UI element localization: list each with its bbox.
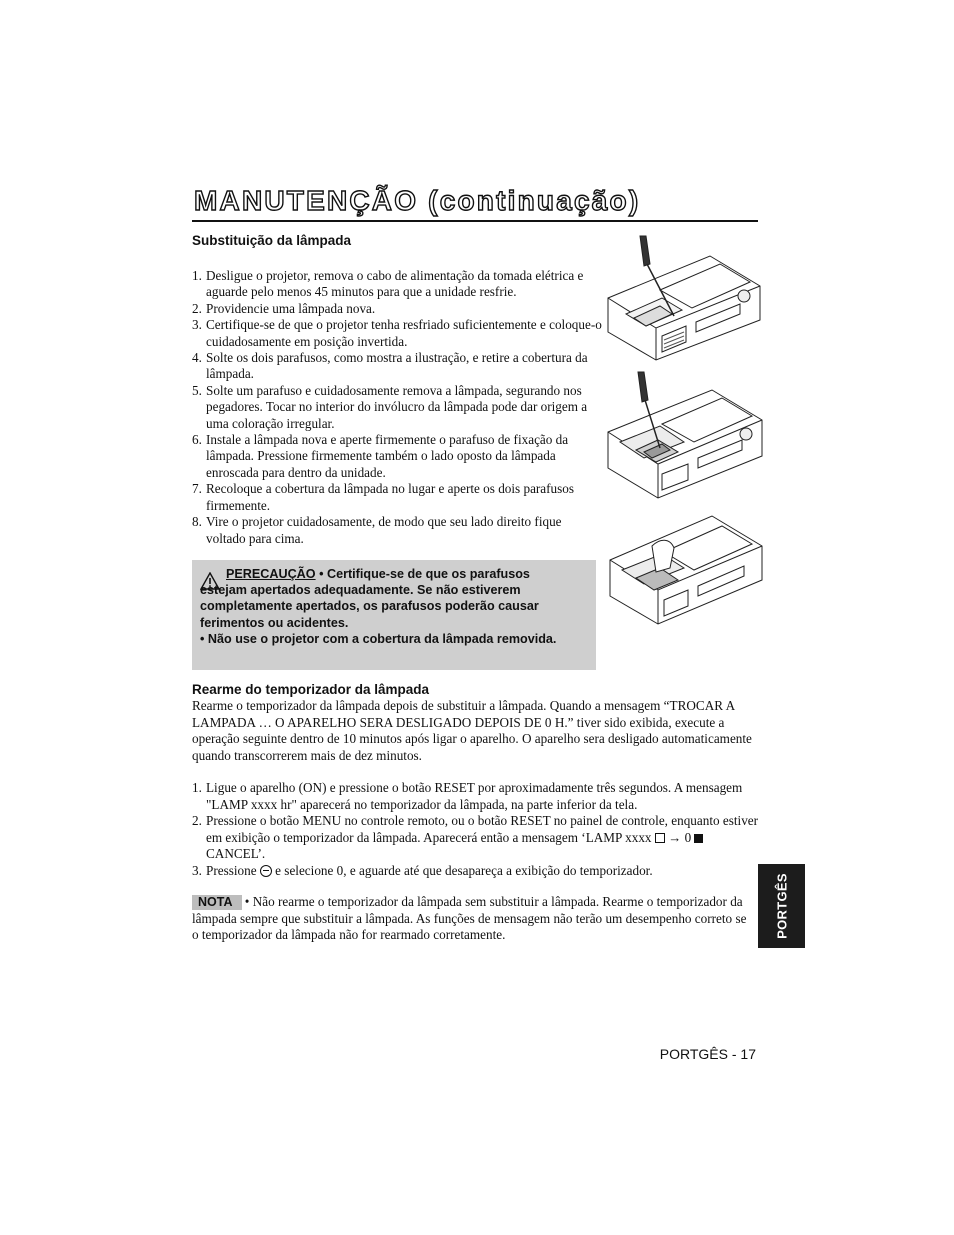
note-paragraph [192, 894, 752, 944]
list-item: 1. Ligue o aparelho (ON) e pressione o botão RESET por aproximadamente três segundos. A mensagem "LAMP xxxx hr" aparecerá no temporizador da lâmpada, na parte inferior da tela. [192, 780, 743, 812]
page-title [192, 180, 758, 220]
arrow-right-icon: → [668, 829, 682, 845]
projector-illustration-lamp-install [604, 508, 766, 628]
title-divider [192, 220, 758, 222]
caution-label: PERECAUÇÃO [226, 567, 316, 581]
caution-text [200, 566, 592, 647]
lamp-replacement-steps [192, 268, 602, 547]
language-side-tab [758, 864, 805, 948]
note-tag: NOTA [192, 895, 242, 910]
timer-reset-intro: Rearme o temporizador da lâmpada depois de substituir a lâmpada. Quando a mensagem “TROCAR A LAMPADA … O APARELHO SERA DESLIGADO DEPOIS DE 0 H.” tiver sido exibida, execute a operação seguinte dentro de 10 minutos após ligar o aparelho. O aparelho sera desligado automaticamente quando transcorrerem mais de dez minutos. [192, 698, 752, 763]
list-item: 3. Certifique-se de que o projetor tenha resfriado suficientemente e coloque-o cuidadosamente em posição invertida. [192, 317, 602, 349]
page-number: PORTGÊS - 17 [659, 1046, 756, 1062]
section-heading-lamp-replacement: Substituição da lâmpada [192, 233, 352, 248]
projector-illustration-lamp-removal [600, 370, 765, 504]
list-item: 5. Solte um parafuso e cuidadosamente remova a lâmpada, segurando nos pegadores. Tocar no interior do invólucro da lâmpada pode dar origem a uma coloração irregular. [192, 382, 588, 431]
list-item: 6. Instale a lâmpada nova e aperte firmemente o parafuso de fixação da lâmpada. Pressione firmemente também o lado oposto da lâmpada enroscada para dentro da unidade. [192, 432, 569, 480]
caution-line-1: • Certifique-se de que os parafusos [319, 567, 530, 581]
square-symbol-icon [655, 833, 665, 843]
list-item: 3. Pressione e selecione 0, e aguarde até que desapareça a exibição do temporizador. [192, 862, 653, 878]
caution-line-2: • Não use o projetor com a cobertura da lâmpada removida. [200, 631, 557, 646]
filled-square-icon [694, 834, 703, 843]
projector-illustration-screwdriver-cover [600, 234, 765, 366]
timer-reset-steps [192, 780, 760, 880]
list-item: 2. Providencie uma lâmpada nova. [192, 300, 376, 316]
list-item: 7. Recoloque a cobertura da lâmpada no lugar e aperte os dois parafusos firmemente. [192, 481, 575, 513]
list-item: 1. Desligue o projetor, remova o cabo de alimentação da tomada elétrica e aguarde pelo menos 45 minutos para que a unidade resfrie. [192, 268, 584, 300]
language-side-tab-label: PORTGÊS [774, 873, 789, 939]
caution-line-1-rest: estejam apertados adequadamente. Se não estiverem completamente apertados, os parafusos poderão causar ferimentos ou acidentes. [200, 583, 539, 630]
select-button-icon [260, 865, 272, 877]
page-title-text: MANUTENÇÃO (continuação) [194, 185, 641, 216]
list-item: 4. Solte os dois parafusos, como mostra a ilustração, e retire a cobertura da lâmpada. [192, 350, 588, 382]
note-text: • Não rearme o temporizador da lâmpada sem substituir a lâmpada. Rearme o temporizador da lâmpada sempre que substituir a lâmpada. As funções de mensagem não terão um desempenho correto se o temporizador da lâmpada não for rearmado corretamente. [192, 894, 747, 943]
caution-box [192, 560, 596, 670]
section-heading-lamp-timer-reset: Rearme do temporizador da lâmpada [192, 682, 430, 697]
list-item: 2. Pressione o botão MENU no controle remoto, ou o botão RESET no painel de controle, enquanto estiver em exibição o temporizador da lâmpada. Aparecerá então a mensagem ‘LAMP xxxx → 0 CANCEL’. [192, 813, 759, 862]
list-item: 8. Vire o projetor cuidadosamente, de modo que seu lado direito fique voltado para cima. [192, 514, 562, 546]
